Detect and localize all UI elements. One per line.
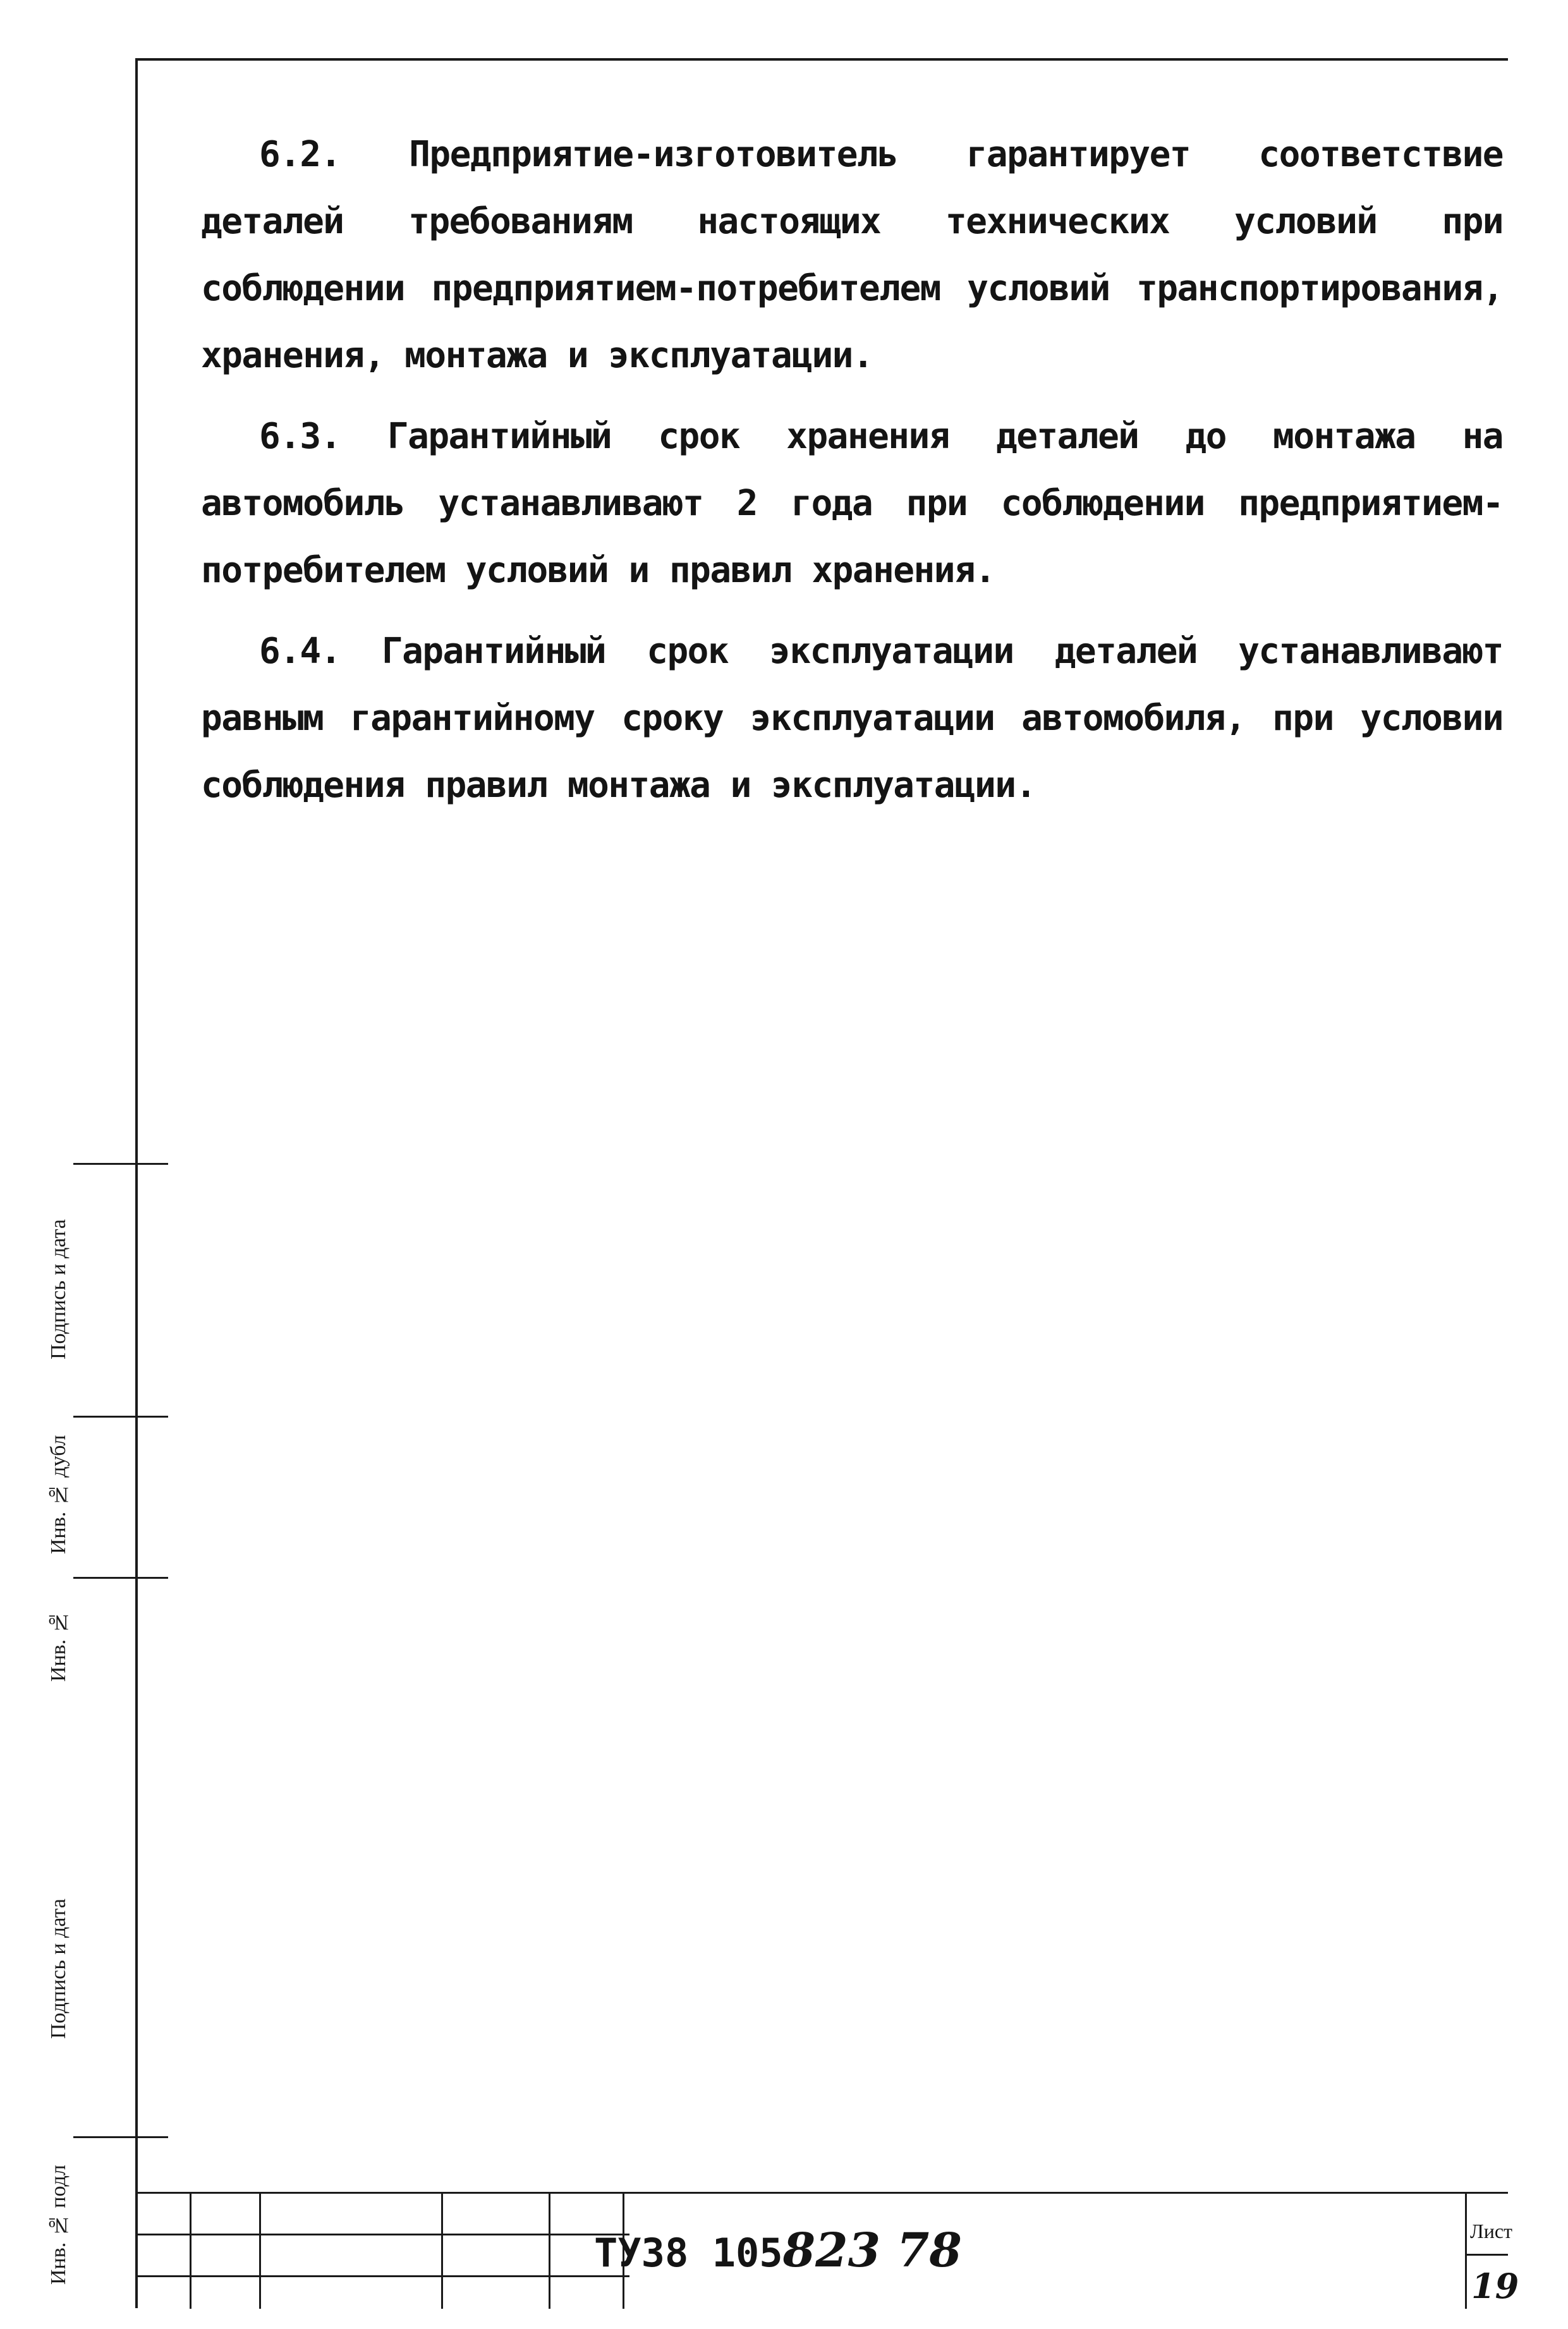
title-block-top-line <box>137 2192 1508 2194</box>
stamp-inv-podl: Инв. № подл <box>47 2165 70 2285</box>
title-block-col-line <box>441 2192 443 2309</box>
document-designation <box>594 2223 962 2278</box>
stamp-sign-date-bottom: Подпись и дата <box>47 1899 70 2039</box>
document-body <box>201 121 1503 833</box>
designation-printed: ТУ38 105 <box>594 2230 783 2276</box>
paragraph-6-3: 6.3. Гарантийный срок хранения деталей до монтажа на автомобиль устанавливают 2 года при соблюдении предприятием-потребителем условий и правил хранения. <box>201 416 1503 591</box>
stamp-inv-dubl: Инв. № дубл <box>47 1435 70 1555</box>
paragraph-6-4: 6.4. Гарантийный срок эксплуатации деталей устанавливают равным гарантийному сроку эксплуатации автомобиля, при условии соблюдения правил монтажа и эксплуатации. <box>201 631 1503 806</box>
margin-stamp <box>38 1163 133 2307</box>
stamp-sign-date-top: Подпись и дата <box>47 1219 70 1359</box>
frame-left-border <box>135 58 138 2308</box>
sheet-box-left-line <box>1465 2192 1467 2309</box>
stamp-inv-num: Инв. № <box>47 1610 70 1682</box>
title-block-row-line <box>137 2275 629 2277</box>
title-block-col-line <box>190 2192 191 2309</box>
sheet-label: Лист <box>1470 2220 1513 2242</box>
sheet-number: 19 <box>1471 2266 1519 2306</box>
paragraph-6-2: 6.2. Предприятие-изготовитель гарантирует соответствие деталей требованиям настоящих технических условий при соблюдении предприятием-потребителем условий транспортирования, хранения, монтажа и эксплуатации. <box>201 134 1503 376</box>
stamp-divider <box>73 2136 168 2138</box>
title-block-col-line <box>549 2192 550 2309</box>
designation-handwritten: 823 78 <box>782 2223 962 2278</box>
title-block-col-line <box>259 2192 261 2309</box>
frame-top-border <box>137 58 1508 61</box>
stamp-divider <box>73 1416 168 1418</box>
stamp-divider <box>73 1163 168 1165</box>
sheet-box-divider <box>1465 2254 1508 2256</box>
title-block-row-line <box>137 2234 629 2235</box>
stamp-divider <box>73 1577 168 1579</box>
